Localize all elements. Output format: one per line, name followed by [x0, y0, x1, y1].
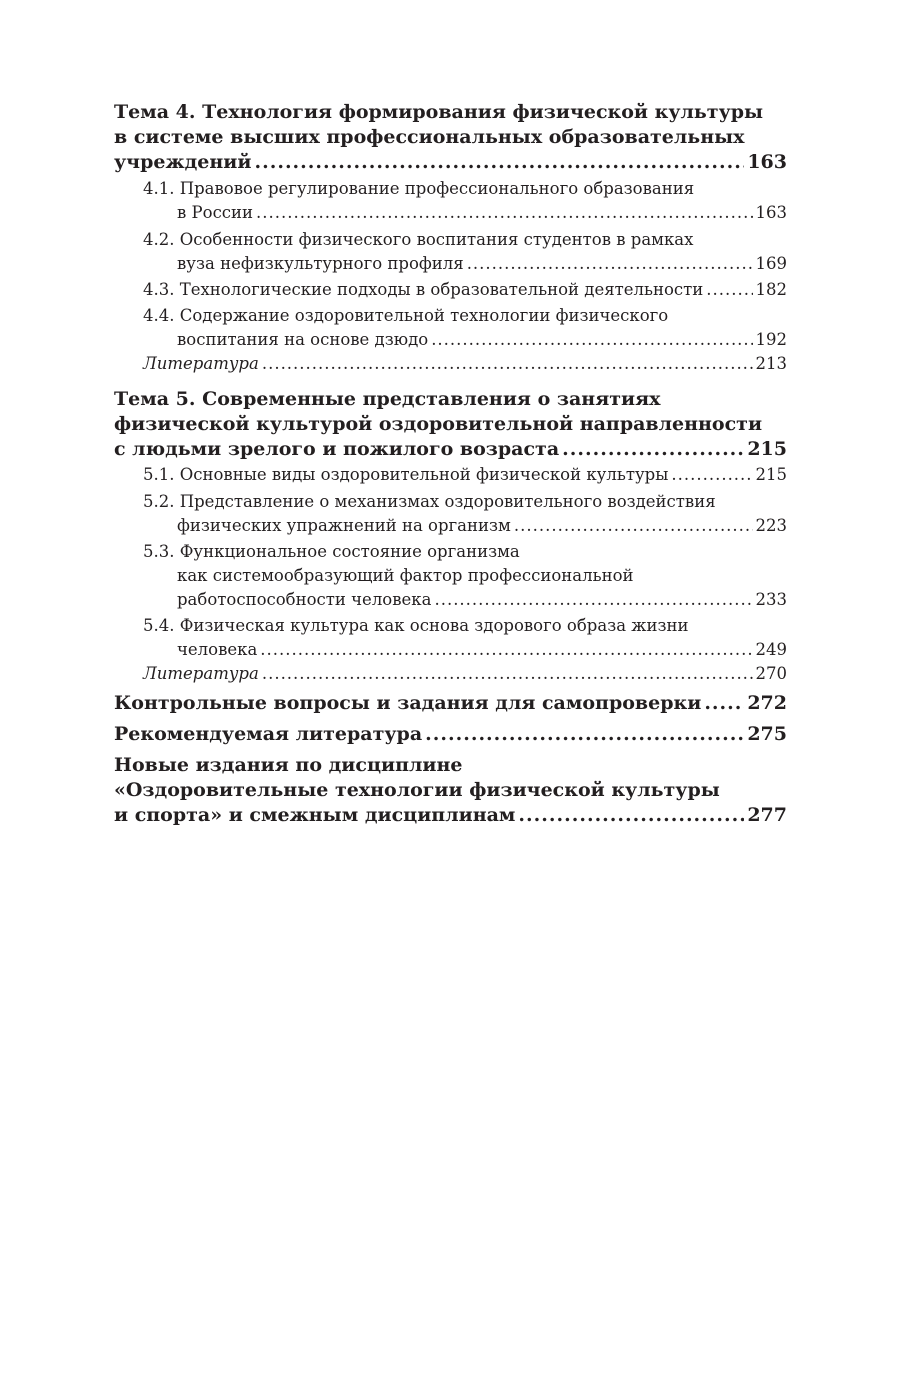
recommended-literature-line[interactable]: [114, 723, 787, 745]
section-4-4-line2[interactable]: [177, 330, 787, 349]
section-4-1-page-number: 163: [755, 203, 787, 222]
topic4-title-line3[interactable]: [114, 151, 787, 173]
topic5-literature-line[interactable]: [143, 664, 787, 683]
section-5-3-line2: [177, 566, 787, 585]
new-editions-page-number: 277: [747, 804, 787, 826]
control-questions-page-number: 272: [747, 692, 787, 714]
dot-leader: [254, 151, 744, 173]
topic4-title-line1: [114, 101, 787, 123]
dot-leader: [262, 354, 753, 373]
dot-leader: [518, 804, 744, 826]
topic5-title-text1: Тема 5. Современные представления о занятиях: [114, 388, 661, 410]
section-4-4-page-number: 192: [755, 330, 787, 349]
topic4-literature-page-number: 213: [755, 354, 787, 373]
section-5-2-title: 5.2. Представление о механизмах оздоровительного воздействия: [143, 492, 716, 511]
topic4-literature-line[interactable]: [143, 354, 787, 373]
section-5-1-page-number: 215: [755, 465, 787, 484]
section-5-4-line2[interactable]: [177, 640, 787, 659]
new-editions-line1: [114, 754, 787, 776]
section-5-4-line1: [143, 616, 787, 635]
dot-leader: [706, 280, 752, 299]
section-4-3-line[interactable]: [143, 280, 787, 299]
dot-leader: [704, 692, 744, 714]
dot-leader: [256, 203, 752, 222]
section-5-2-line1: [143, 492, 787, 511]
topic4-title-text2: в системе высших профессиональных образовательных: [114, 126, 745, 148]
section-4-1-line2[interactable]: [177, 203, 787, 222]
section-4-4-title-cont: воспитания на основе дзюдо: [177, 330, 429, 349]
section-4-3-title: 4.3. Технологические подходы в образовательной деятельности: [143, 280, 704, 299]
new-editions-line2: [114, 779, 787, 801]
section-5-2-line2[interactable]: [177, 516, 787, 535]
section-5-4-title: 5.4. Физическая культура как основа здорового образа жизни: [143, 616, 689, 635]
dot-leader: [514, 516, 753, 535]
section-4-4-line1: [143, 306, 787, 325]
topic5-literature-label: Литература: [143, 664, 259, 683]
section-5-3-line1: [143, 542, 787, 561]
dot-leader: [467, 254, 753, 273]
topic5-title-text3: с людьми зрелого и пожилого возраста: [114, 438, 560, 460]
section-5-3-title-cont1: как системообразующий фактор профессиональной: [177, 566, 634, 585]
section-4-2-title-cont: вуза нефизкультурного профиля: [177, 254, 464, 273]
section-4-2-title: 4.2. Особенности физического воспитания студентов в рамках: [143, 230, 694, 249]
section-4-2-line1: [143, 230, 787, 249]
dot-leader: [671, 465, 752, 484]
topic5-title-line3[interactable]: [114, 438, 787, 460]
topic5-literature-page-number: 270: [755, 664, 787, 683]
new-editions-title2: «Оздоровительные технологии физической культуры: [114, 779, 720, 801]
section-4-1-title-cont: в России: [177, 203, 254, 222]
dot-leader: [562, 438, 744, 460]
dot-leader: [434, 590, 752, 609]
topic4-title-text1: Тема 4. Технология формирования физической культуры: [114, 101, 764, 123]
section-5-2-page-number: 223: [755, 516, 787, 535]
dot-leader: [425, 723, 744, 745]
dot-leader: [262, 664, 753, 683]
topic4-literature-label: Литература: [143, 354, 259, 373]
recommended-literature-page-number: 275: [747, 723, 787, 745]
topic4-page-number: 163: [747, 151, 787, 173]
section-5-2-title-cont: физических упражнений на организм: [177, 516, 511, 535]
section-5-3-title: 5.3. Функциональное состояние организма: [143, 542, 520, 561]
section-5-3-title-cont2: работоспособности человека: [177, 590, 432, 609]
section-4-1-title: 4.1. Правовое регулирование профессионального образования: [143, 179, 695, 198]
topic5-page-number: 215: [747, 438, 787, 460]
section-4-4-title: 4.4. Содержание оздоровительной технологии физического: [143, 306, 669, 325]
new-editions-line3[interactable]: [114, 804, 787, 826]
section-5-3-page-number: 233: [755, 590, 787, 609]
section-4-1-line1: [143, 179, 787, 198]
section-5-4-title-cont: человека: [177, 640, 258, 659]
dot-leader: [431, 330, 752, 349]
section-5-1-line[interactable]: [143, 465, 787, 484]
topic4-title-text3: учреждений: [114, 151, 252, 173]
recommended-literature-title: Рекомендуемая литература: [114, 723, 423, 745]
topic5-title-line2: [114, 413, 787, 435]
control-questions-title: Контрольные вопросы и задания для самопроверки: [114, 692, 702, 714]
control-questions-line[interactable]: [114, 692, 787, 714]
section-4-2-page-number: 169: [755, 254, 787, 273]
dot-leader: [260, 640, 752, 659]
topic5-title-text2: физической культурой оздоровительной направленности: [114, 413, 763, 435]
topic4-title-line2: [114, 126, 787, 148]
section-5-3-line3[interactable]: [177, 590, 787, 609]
section-5-4-page-number: 249: [755, 640, 787, 659]
section-4-2-line2[interactable]: [177, 254, 787, 273]
topic5-title-line1: [114, 388, 787, 410]
section-4-3-page-number: 182: [755, 280, 787, 299]
new-editions-title1: Новые издания по дисциплине: [114, 754, 463, 776]
new-editions-title3: и спорта» и смежным дисциплинам: [114, 804, 516, 826]
section-5-1-title: 5.1. Основные виды оздоровительной физической культуры: [143, 465, 669, 484]
